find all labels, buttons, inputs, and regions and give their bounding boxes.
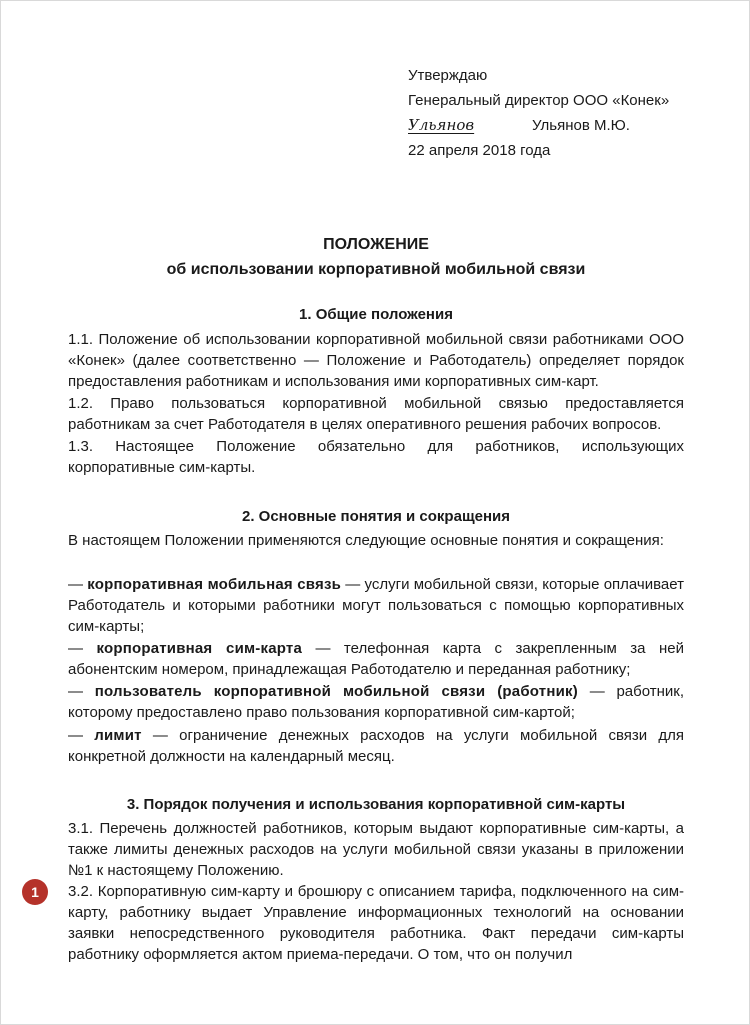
term-name: корпоративная мобильная связь — [87, 576, 342, 593]
approval-label: Утверждаю — [408, 67, 488, 84]
term-dash: — — [68, 727, 83, 744]
term-dash: — — [68, 576, 83, 593]
term-item — [68, 681, 684, 723]
term-definition: — услуги мобильной связи, которые оплачивает Работодатель и которыми работники могут пользоваться с помощью корпоративных сим-карты; — [68, 576, 684, 635]
document-title: ПОЛОЖЕНИЕ — [323, 236, 429, 253]
term-definition: — ограничение денежных расходов на услуги мобильной связи для конкретной должности на календарный месяц. — [68, 727, 684, 765]
term-dash: — — [68, 640, 83, 657]
signer-name: Ульянов М.Ю. — [532, 117, 630, 134]
term-dash: — — [68, 683, 83, 700]
term-item — [68, 725, 684, 767]
signature-row — [408, 113, 669, 138]
term-item — [68, 574, 684, 637]
section-2-heading: 2. Основные понятия и сокращения — [242, 508, 510, 525]
term-item — [68, 638, 684, 680]
handwritten-signature: Ульянов — [408, 116, 475, 134]
annotation-marker: 1 — [22, 879, 48, 905]
paragraph-1-1: 1.1. Положение об использовании корпоративной мобильной связи работниками ООО «Конек» (далее соответственно — Положение и Работодатель) определяет порядок предоставления работникам и использования ими корпоративных сим-карт. — [68, 331, 684, 390]
term-name: лимит — [94, 727, 142, 744]
approval-block — [408, 63, 669, 163]
paragraph-3-2: 3.2. Корпоративную сим-карту и брошюру с описанием тарифа, подключенного на сим-карту, работнику выдает Управление информационных технологий на основании заявки непосредственного руководителя работника. Факт передачи сим-карты работнику оформляется актом приема-передачи. О том, что он получил — [68, 883, 684, 963]
document-title-block — [1, 232, 750, 282]
section-2-intro: В настоящем Положении применяются следующие основные понятия и сокращения: — [68, 532, 664, 549]
term-name: корпоративная сим-карта — [96, 640, 302, 657]
paragraph-1-2: 1.2. Право пользоваться корпоративной мобильной связью предоставляется работникам за счет Работодателя в целях оперативного решения рабочих вопросов. — [68, 395, 684, 433]
approval-date: 22 апреля 2018 года — [408, 142, 551, 159]
term-name: пользователь корпоративной мобильной связи (работник) — [94, 683, 578, 700]
term-definition: — работник, которому предоставлено право пользования корпоративной сим-картой; — [68, 683, 685, 721]
paragraph-3-1: 3.1. Перечень должностей работников, которым выдают корпоративные сим-карты, а также лимиты денежных расходов на услуги мобильной связи указаны в приложении №1 к настоящему Положению. — [68, 820, 684, 879]
section-3-heading: 3. Порядок получения и использования корпоративной сим-карты — [126, 796, 626, 813]
section-1-heading: 1. Общие положения — [299, 306, 453, 323]
term-definition: — телефонная карта с закрепленным за ней абонентским номером, принадлежащая Работодателю и переданная работнику; — [68, 640, 684, 678]
paragraph-1-3: 1.3. Настоящее Положение обязательно для работников, использующих корпоративные сим-карты. — [68, 438, 684, 476]
approver-position: Генеральный директор ООО «Конек» — [408, 92, 670, 109]
document-subtitle: об использовании корпоративной мобильной связи — [166, 261, 586, 278]
